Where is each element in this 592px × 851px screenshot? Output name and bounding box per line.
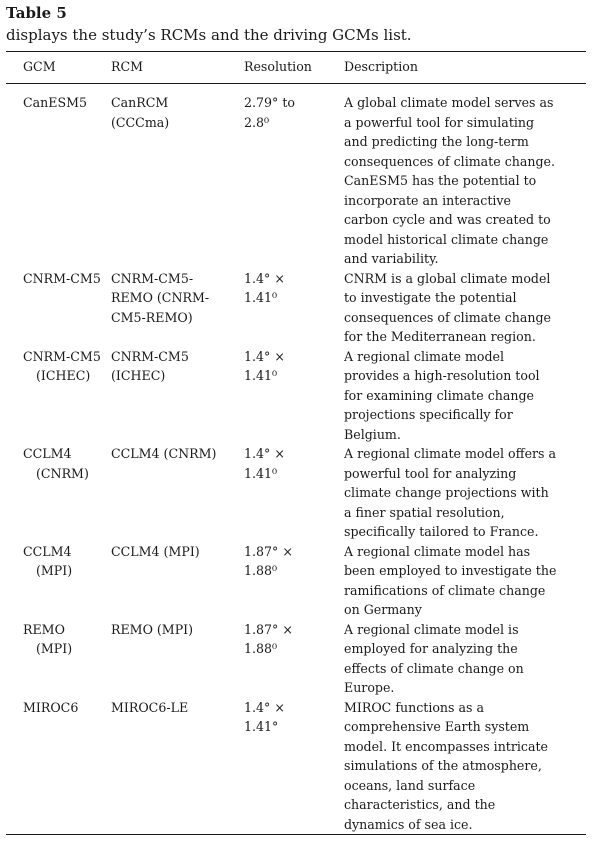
cell-description-line: oceans, land surface [344,777,476,793]
table-body [6,84,586,835]
cell-description-line: on Germany [344,602,422,617]
cell-description-line: A regional climate model has [344,543,531,559]
cell-resolution-line: 1.41⁰ [244,368,278,383]
cell-resolution-line: 1.4° × [244,699,285,715]
cell-gcm-line: CNRM-CM5 [23,348,101,364]
cell-resolution [244,698,344,835]
table-caption: displays the study’s RCMs and the driving GCMs list. [6,26,412,44]
table-row [6,444,586,542]
cell-gcm-line: MIROC6 [23,699,79,715]
cell-gcm [6,542,111,620]
cell-rcm [111,698,244,835]
cell-resolution-line: 1.4° × [244,348,285,364]
cell-rcm-line: CCLM4 (CNRM) [111,446,217,461]
cell-rcm-line: MIROC6-LE [111,699,189,715]
cell-resolution-line: 1.41⁰ [244,465,278,481]
cell-resolution [244,542,344,620]
cell-resolution [244,444,344,542]
cell-description-line: Europe. [344,680,395,695]
cell-description-line: CNRM is a global climate model [344,270,551,286]
cell-description-line: incorporate an interactive [344,192,511,208]
cell-description [344,444,586,542]
cell-gcm [6,84,111,269]
cell-description-line: a powerful tool for simulating [344,114,535,130]
cell-resolution-line: 1.41⁰ [244,290,278,305]
cell-description-line: characteristics, and the [344,797,496,812]
cell-description [344,542,586,620]
cell-gcm-line: CNRM-CM5 [23,270,101,286]
cell-resolution-line: 1.87° × [244,621,293,637]
column-header-rcm: RCM [111,59,144,74]
cell-description-line: and predicting the long-term [344,134,529,149]
cell-description-line: A regional climate model [344,348,505,364]
cell-rcm [111,542,244,620]
table-row [6,347,586,445]
cell-description-line: for the Mediterranean region. [344,329,536,344]
cell-rcm [111,347,244,445]
cell-rcm [111,84,244,269]
cell-description-line: effects of climate change on [344,660,524,676]
cell-description-line: MIROC functions as a [344,699,484,715]
cell-gcm-line: (MPI) [36,641,73,656]
cell-description-line: A regional climate model offers a [344,446,557,461]
cell-resolution-line: 1.87° × [244,543,293,559]
cell-resolution-line: 1.4° × [244,270,285,286]
cell-description-line: powerful tool for analyzing [344,465,517,481]
cell-resolution [244,84,344,269]
cell-description-line: employed for analyzing the [344,641,518,656]
cell-resolution-line: 1.4° × [244,446,285,461]
cell-description-line: to investigate the potential [344,290,517,305]
table-row [6,620,586,698]
table-row [6,269,586,347]
cell-gcm-line: (CNRM) [36,465,89,481]
cell-description-line: projections specifically for [344,407,513,422]
models-table [6,51,586,835]
cell-rcm [111,269,244,347]
cell-gcm [6,347,111,445]
table-row [6,542,586,620]
cell-resolution [244,269,344,347]
cell-description-line: ramifications of climate change [344,582,546,598]
cell-description-line: carbon cycle and was created to [344,212,551,227]
cell-rcm [111,444,244,542]
cell-resolution-line: 1.88⁰ [244,641,278,656]
cell-description-line: been employed to investigate the [344,563,557,578]
cell-description-line: dynamics of sea ice. [344,816,473,832]
cell-gcm-line: (ICHEC) [36,368,91,383]
cell-rcm-line: REMO (CNRM- [111,290,210,305]
cell-resolution-line: 1.41° [244,719,279,734]
cell-description-line: Belgium. [344,426,401,442]
cell-gcm [6,620,111,698]
cell-rcm-line: REMO (MPI) [111,621,194,637]
cell-gcm [6,269,111,347]
cell-description [344,698,586,835]
cell-rcm-line: CanRCM [111,95,169,110]
cell-description-line: for examining climate change [344,387,534,403]
cell-resolution [244,347,344,445]
cell-description-line: CanESM5 has the potential to [344,173,537,188]
cell-rcm-line: (ICHEC) [111,368,166,383]
cell-description-line: comprehensive Earth system [344,719,530,734]
cell-rcm-line: CCLM4 (MPI) [111,543,200,559]
cell-gcm-line: CanESM5 [23,95,87,110]
cell-gcm-line: (MPI) [36,563,73,578]
cell-rcm-line: CNRM-CM5 [111,348,189,364]
cell-description-line: model historical climate change [344,231,549,247]
cell-rcm-line: CM5-REMO) [111,309,193,325]
cell-description-line: climate change projections with [344,485,549,500]
cell-gcm-line: CCLM4 [23,446,72,461]
cell-description-line: model. It encompasses intricate [344,738,548,754]
cell-gcm [6,698,111,835]
cell-rcm [111,620,244,698]
column-header-resolution: Resolution [244,59,312,74]
table-row [6,698,586,835]
cell-description-line: a finer spatial resolution, [344,504,505,520]
column-header-description: Description [344,59,418,74]
cell-gcm [6,444,111,542]
cell-description [344,620,586,698]
cell-description [344,347,586,445]
table-label: Table 5 [6,4,67,22]
cell-resolution-line: 2.79° to [244,95,295,110]
column-header-gcm: GCM [23,59,56,74]
table-header [6,52,586,84]
cell-resolution [244,620,344,698]
cell-description-line: A regional climate model is [344,621,519,637]
cell-resolution-line: 1.88⁰ [244,563,278,578]
cell-description-line: provides a high-resolution tool [344,368,540,383]
cell-description-line: consequences of climate change [344,309,551,325]
cell-description [344,84,586,269]
header-row [6,52,586,84]
cell-description-line: specifically tailored to France. [344,524,539,539]
cell-description-line: and variability. [344,251,439,266]
cell-gcm-line: CCLM4 [23,543,72,559]
cell-description [344,269,586,347]
cell-description-line: A global climate model serves as [344,95,554,110]
cell-rcm-line: (CCCma) [111,114,170,130]
table-row [6,84,586,269]
cell-rcm-line: CNRM-CM5- [111,270,194,286]
cell-description-line: consequences of climate change. [344,153,555,169]
cell-gcm-line: REMO [23,621,65,637]
cell-resolution-line: 2.8⁰ [244,114,270,130]
cell-description-line: simulations of the atmosphere, [344,758,542,773]
